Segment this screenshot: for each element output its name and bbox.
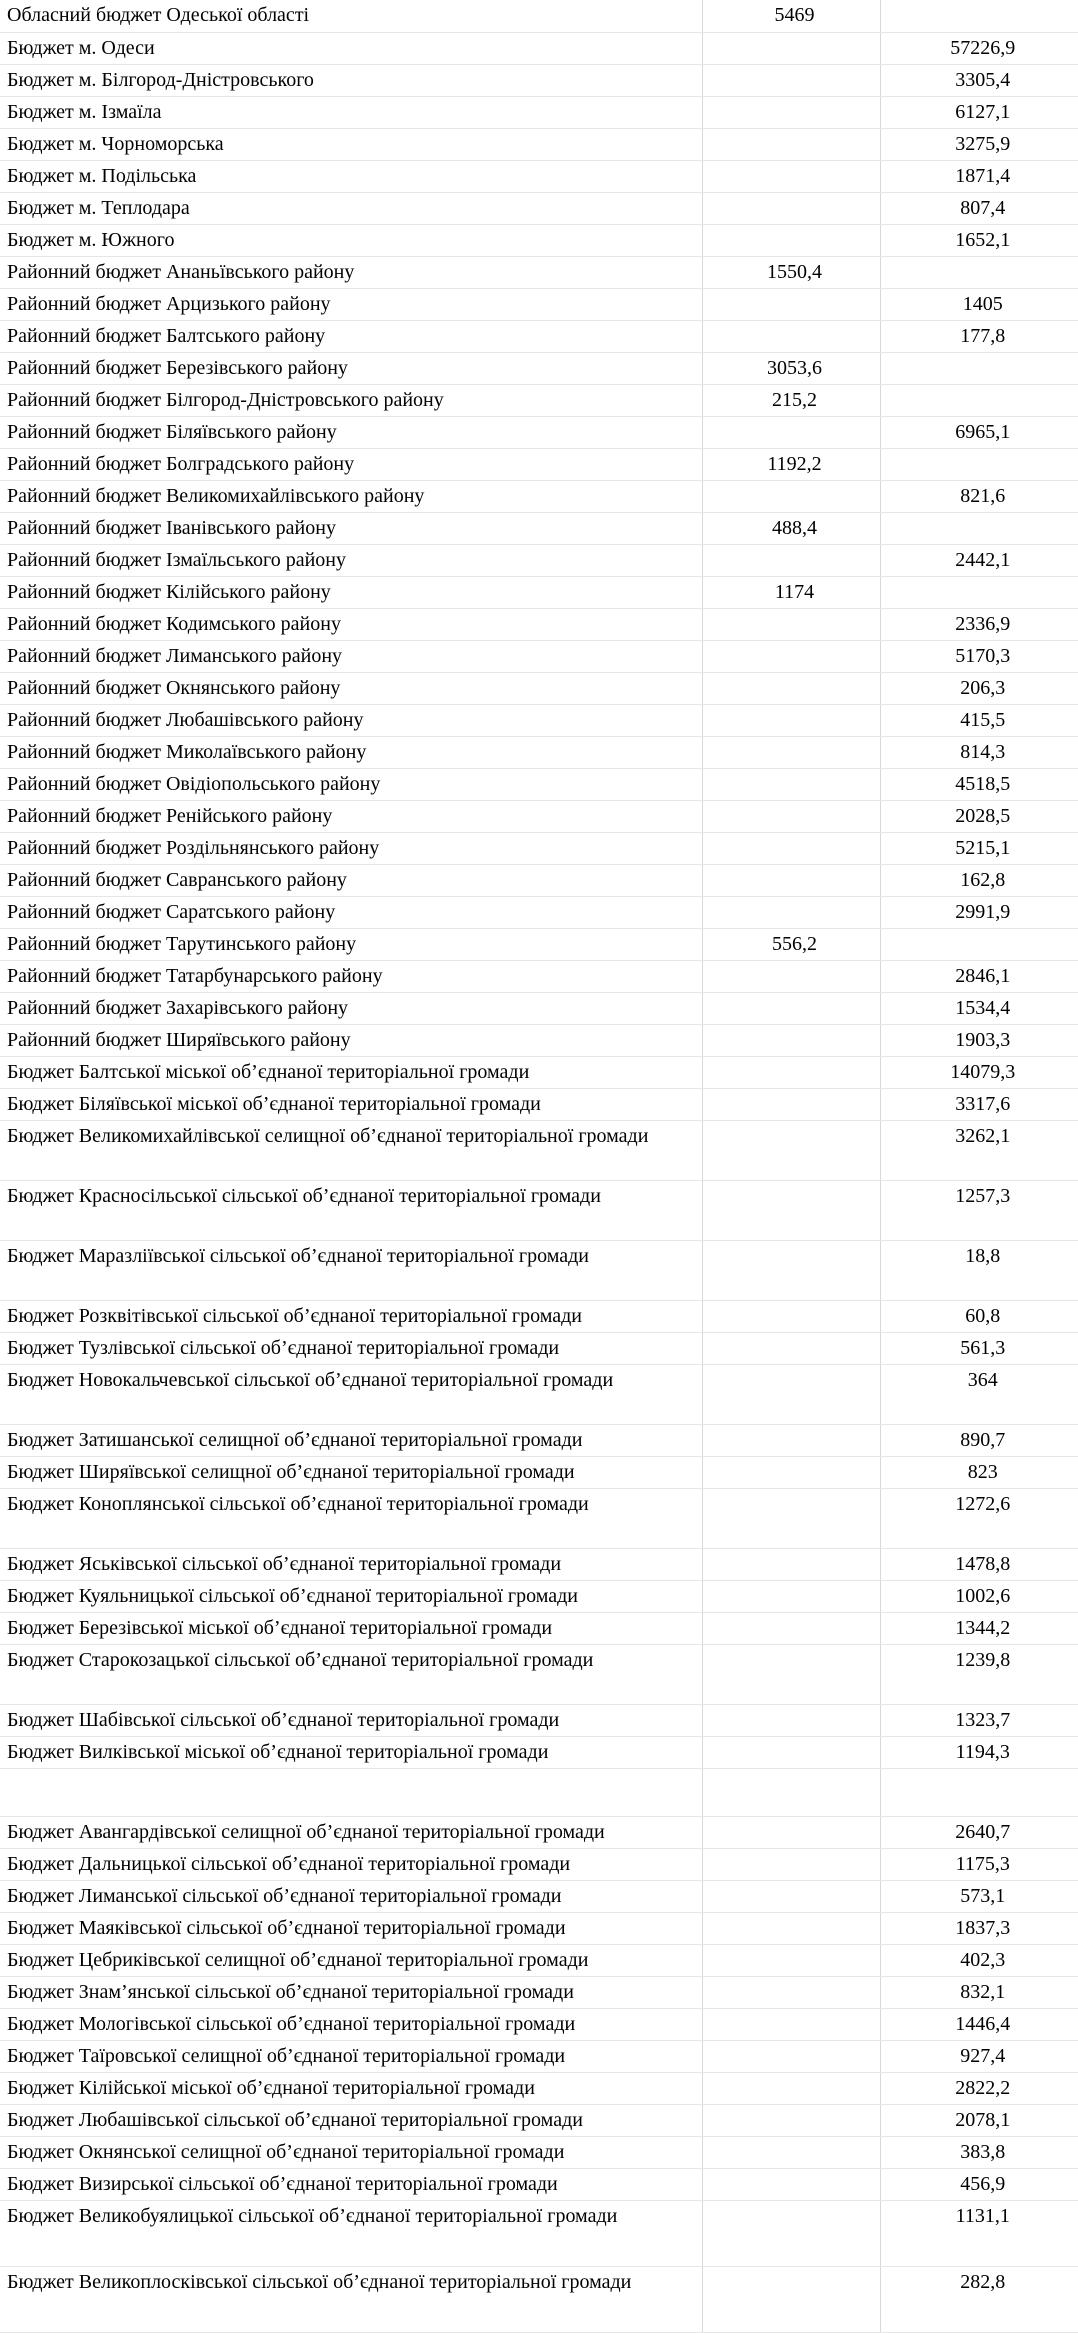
amount-column-2-cell: 1194,3 <box>880 1736 1078 1768</box>
amount-column-2-cell: 364 <box>880 1364 1078 1424</box>
amount-column-2-cell: 5170,3 <box>880 640 1078 672</box>
table-row <box>0 480 1078 512</box>
amount-column-1-cell <box>702 160 880 192</box>
budget-name-cell: Районний бюджет Роздільнянського району <box>0 832 702 864</box>
amount-column-1-cell <box>702 32 880 64</box>
amount-column-2-cell: 814,3 <box>880 736 1078 768</box>
table-row <box>0 1488 1078 1548</box>
table-row <box>0 1644 1078 1704</box>
amount-column-1-cell <box>702 1120 880 1180</box>
budget-name-cell: Бюджет Знам’янської сільської об’єднаної територіальної громади <box>0 1976 702 2008</box>
table-row <box>0 384 1078 416</box>
budget-name-cell: Районний бюджет Тарутинського району <box>0 928 702 960</box>
amount-column-2-cell: 2442,1 <box>880 544 1078 576</box>
budget-name-cell: Бюджет Біляївської міської об’єднаної територіальної громади <box>0 1088 702 1120</box>
amount-column-1-cell <box>702 1240 880 1300</box>
amount-column-2-cell: 573,1 <box>880 1880 1078 1912</box>
amount-column-2-cell: 807,4 <box>880 192 1078 224</box>
amount-column-1-cell <box>702 992 880 1024</box>
table-row <box>0 1240 1078 1300</box>
budget-name-cell: Бюджет Кілійської міської об’єднаної територіальної громади <box>0 2072 702 2104</box>
amount-column-1-cell <box>702 416 880 448</box>
budget-name-cell: Районний бюджет Татарбунарського району <box>0 960 702 992</box>
amount-column-2-cell: 927,4 <box>880 2040 1078 2072</box>
amount-column-1-cell <box>702 672 880 704</box>
table-row <box>0 608 1078 640</box>
table-row <box>0 160 1078 192</box>
amount-column-1-cell <box>702 192 880 224</box>
table-row <box>0 832 1078 864</box>
budget-name-cell: Районний бюджет Березівського району <box>0 352 702 384</box>
table-row <box>0 1120 1078 1180</box>
amount-column-2-cell: 18,8 <box>880 1240 1078 1300</box>
amount-column-2-cell <box>880 352 1078 384</box>
budget-name-cell: Районний бюджет Захарівського району <box>0 992 702 1024</box>
amount-column-2-cell: 832,1 <box>880 1976 1078 2008</box>
table-row <box>0 704 1078 736</box>
budget-name-cell: Бюджет Окнянської селищної об’єднаної територіальної громади <box>0 2136 702 2168</box>
amount-column-2-cell: 1002,6 <box>880 1580 1078 1612</box>
amount-column-2-cell: 415,5 <box>880 704 1078 736</box>
budget-name-cell: Районний бюджет Великомихайлівського району <box>0 480 702 512</box>
amount-column-2-cell: 14079,3 <box>880 1056 1078 1088</box>
amount-column-2-cell: 402,3 <box>880 1944 1078 1976</box>
table-row <box>0 0 1078 32</box>
amount-column-1-cell <box>702 1024 880 1056</box>
table-row <box>0 1024 1078 1056</box>
table-row <box>0 864 1078 896</box>
amount-column-1-cell <box>702 2104 880 2136</box>
budget-name-cell <box>0 1768 702 1816</box>
table-row <box>0 1704 1078 1736</box>
budget-name-cell: Бюджет Великобуялицької сільської об’єднаної територіальної громади <box>0 2200 702 2266</box>
amount-column-1-cell <box>702 608 880 640</box>
table-row <box>0 1548 1078 1580</box>
budget-name-cell: Бюджет Таїровської селищної об’єднаної територіальної громади <box>0 2040 702 2072</box>
amount-column-1-cell <box>702 2168 880 2200</box>
budget-name-cell: Бюджет Лиманської сільської об’єднаної територіальної громади <box>0 1880 702 1912</box>
budget-name-cell: Районний бюджет Савранського району <box>0 864 702 896</box>
budget-name-cell: Бюджет м. Білгород-Дністровського <box>0 64 702 96</box>
budget-name-cell: Районний бюджет Біляївського району <box>0 416 702 448</box>
amount-column-1-cell: 1550,4 <box>702 256 880 288</box>
amount-column-1-cell <box>702 864 880 896</box>
amount-column-1-cell <box>702 896 880 928</box>
amount-column-2-cell: 1446,4 <box>880 2008 1078 2040</box>
amount-column-2-cell: 2822,2 <box>880 2072 1078 2104</box>
amount-column-2-cell: 1131,1 <box>880 2200 1078 2266</box>
amount-column-2-cell: 1323,7 <box>880 1704 1078 1736</box>
amount-column-1-cell <box>702 544 880 576</box>
budget-name-cell: Районний бюджет Ананьївського району <box>0 256 702 288</box>
amount-column-1-cell <box>702 480 880 512</box>
table-row <box>0 1912 1078 1944</box>
amount-column-2-cell <box>880 256 1078 288</box>
amount-column-2-cell: 3275,9 <box>880 128 1078 160</box>
amount-column-1-cell <box>702 1768 880 1816</box>
amount-column-2-cell: 890,7 <box>880 1424 1078 1456</box>
amount-column-2-cell: 1272,6 <box>880 1488 1078 1548</box>
budget-name-cell: Бюджет Любашівської сільської об’єднаної територіальної громади <box>0 2104 702 2136</box>
amount-column-1-cell <box>702 736 880 768</box>
table-row <box>0 1768 1078 1816</box>
amount-column-1-cell <box>702 960 880 992</box>
amount-column-2-cell <box>880 448 1078 480</box>
amount-column-2-cell: 2028,5 <box>880 800 1078 832</box>
budget-name-cell: Районний бюджет Ренійського району <box>0 800 702 832</box>
amount-column-1-cell <box>702 2136 880 2168</box>
amount-column-1-cell <box>702 224 880 256</box>
table-row <box>0 512 1078 544</box>
table-row <box>0 1056 1078 1088</box>
amount-column-1-cell <box>702 704 880 736</box>
table-row <box>0 1736 1078 1768</box>
table-row <box>0 1300 1078 1332</box>
budget-name-cell: Бюджет Коноплянської сільської об’єднаної територіальної громади <box>0 1488 702 1548</box>
table-row <box>0 2104 1078 2136</box>
amount-column-2-cell: 1652,1 <box>880 224 1078 256</box>
amount-column-2-cell: 177,8 <box>880 320 1078 352</box>
amount-column-1-cell <box>702 1548 880 1580</box>
table-row <box>0 2168 1078 2200</box>
budget-name-cell: Районний бюджет Окнянського району <box>0 672 702 704</box>
table-row <box>0 1364 1078 1424</box>
amount-column-1-cell: 3053,6 <box>702 352 880 384</box>
budget-name-cell: Бюджет Тузлівської сільської об’єднаної територіальної громади <box>0 1332 702 1364</box>
budget-name-cell: Районний бюджет Саратського району <box>0 896 702 928</box>
budget-name-cell: Бюджет Красносільської сільської об’єднаної територіальної громади <box>0 1180 702 1240</box>
table-row <box>0 640 1078 672</box>
budget-name-cell: Бюджет Шабівської сільської об’єднаної територіальної громади <box>0 1704 702 1736</box>
amount-column-1-cell <box>702 288 880 320</box>
table-row <box>0 288 1078 320</box>
budget-name-cell: Районний бюджет Балтського району <box>0 320 702 352</box>
table-row <box>0 1976 1078 2008</box>
amount-column-2-cell: 2846,1 <box>880 960 1078 992</box>
budget-name-cell: Бюджет Розквітівської сільської об’єднаної територіальної громади <box>0 1300 702 1332</box>
budget-name-cell: Районний бюджет Іванівського району <box>0 512 702 544</box>
table-row <box>0 544 1078 576</box>
table-row <box>0 1456 1078 1488</box>
table-row <box>0 1180 1078 1240</box>
budget-name-cell: Районний бюджет Овідіопольського району <box>0 768 702 800</box>
amount-column-2-cell <box>880 512 1078 544</box>
amount-column-2-cell: 3262,1 <box>880 1120 1078 1180</box>
budget-name-cell: Бюджет м. Подільська <box>0 160 702 192</box>
amount-column-1-cell: 1174 <box>702 576 880 608</box>
amount-column-2-cell <box>880 576 1078 608</box>
budget-name-cell: Бюджет Вилківської міської об’єднаної територіальної громади <box>0 1736 702 1768</box>
amount-column-2-cell: 206,3 <box>880 672 1078 704</box>
amount-column-2-cell: 561,3 <box>880 1332 1078 1364</box>
amount-column-2-cell: 4518,5 <box>880 768 1078 800</box>
table-row <box>0 64 1078 96</box>
amount-column-2-cell: 1534,4 <box>880 992 1078 1024</box>
budget-name-cell: Бюджет Маразліївської сільської об’єднаної територіальної громади <box>0 1240 702 1300</box>
table-row <box>0 1088 1078 1120</box>
amount-column-2-cell: 823 <box>880 1456 1078 1488</box>
amount-column-1-cell <box>702 1704 880 1736</box>
amount-column-1-cell <box>702 1912 880 1944</box>
amount-column-2-cell: 162,8 <box>880 864 1078 896</box>
budget-name-cell: Районний бюджет Кілійського району <box>0 576 702 608</box>
amount-column-2-cell <box>880 928 1078 960</box>
budget-name-cell: Бюджет Березівської міської об’єднаної територіальної громади <box>0 1612 702 1644</box>
budget-name-cell: Районний бюджет Арцизького району <box>0 288 702 320</box>
table-row <box>0 800 1078 832</box>
amount-column-1-cell <box>702 1816 880 1848</box>
budget-name-cell: Районний бюджет Кодимського району <box>0 608 702 640</box>
amount-column-2-cell <box>880 1768 1078 1816</box>
amount-column-1-cell <box>702 1056 880 1088</box>
amount-column-2-cell: 1257,3 <box>880 1180 1078 1240</box>
table-row <box>0 1944 1078 1976</box>
amount-column-1-cell <box>702 800 880 832</box>
amount-column-1-cell <box>702 1364 880 1424</box>
budget-name-cell: Бюджет Куяльницької сільської об’єднаної територіальної громади <box>0 1580 702 1612</box>
amount-column-2-cell: 1837,3 <box>880 1912 1078 1944</box>
amount-column-2-cell: 1175,3 <box>880 1848 1078 1880</box>
table-row <box>0 1816 1078 1848</box>
amount-column-1-cell <box>702 768 880 800</box>
table-row <box>0 352 1078 384</box>
amount-column-1-cell <box>702 1736 880 1768</box>
amount-column-2-cell: 5215,1 <box>880 832 1078 864</box>
table-row <box>0 1612 1078 1644</box>
budget-name-cell: Бюджет Старокозацької сільської об’єднаної територіальної громади <box>0 1644 702 1704</box>
amount-column-2-cell: 282,8 <box>880 2266 1078 2332</box>
budget-name-cell: Бюджет Ширяївської селищної об’єднаної територіальної громади <box>0 1456 702 1488</box>
amount-column-1-cell <box>702 1488 880 1548</box>
table-row <box>0 416 1078 448</box>
amount-column-1-cell <box>702 2266 880 2332</box>
budget-name-cell: Бюджет м. Ізмаїла <box>0 96 702 128</box>
amount-column-1-cell <box>702 1456 880 1488</box>
budget-name-cell: Бюджет Балтської міської об’єднаної територіальної громади <box>0 1056 702 1088</box>
amount-column-2-cell: 1478,8 <box>880 1548 1078 1580</box>
table-row <box>0 2136 1078 2168</box>
amount-column-1-cell <box>702 1976 880 2008</box>
table-row <box>0 2008 1078 2040</box>
table-row <box>0 736 1078 768</box>
budget-name-cell: Бюджет Дальницької сільської об’єднаної територіальної громади <box>0 1848 702 1880</box>
table-row <box>0 928 1078 960</box>
budget-name-cell: Бюджет м. Чорноморська <box>0 128 702 160</box>
amount-column-2-cell: 57226,9 <box>880 32 1078 64</box>
budget-name-cell: Бюджет Цебриківської селищної об’єднаної територіальної громади <box>0 1944 702 1976</box>
table-row <box>0 1880 1078 1912</box>
amount-column-1-cell: 488,4 <box>702 512 880 544</box>
table-row <box>0 1424 1078 1456</box>
budget-name-cell: Районний бюджет Ізмаїльського району <box>0 544 702 576</box>
budget-name-cell: Районний бюджет Ширяївського району <box>0 1024 702 1056</box>
amount-column-2-cell: 1871,4 <box>880 160 1078 192</box>
amount-column-1-cell <box>702 1424 880 1456</box>
table-row <box>0 32 1078 64</box>
table-row <box>0 1332 1078 1364</box>
table-row <box>0 960 1078 992</box>
table-row <box>0 1848 1078 1880</box>
amount-column-1-cell <box>702 2072 880 2104</box>
budget-name-cell: Бюджет Великомихайлівської селищної об’єднаної територіальної громади <box>0 1120 702 1180</box>
amount-column-2-cell: 1405 <box>880 288 1078 320</box>
amount-column-1-cell <box>702 640 880 672</box>
amount-column-2-cell: 1344,2 <box>880 1612 1078 1644</box>
amount-column-1-cell <box>702 1180 880 1240</box>
amount-column-2-cell: 2991,9 <box>880 896 1078 928</box>
budget-name-cell: Бюджет Яськівської сільської об’єднаної територіальної громади <box>0 1548 702 1580</box>
table-row <box>0 224 1078 256</box>
table-row <box>0 896 1078 928</box>
amount-column-2-cell: 6965,1 <box>880 416 1078 448</box>
table-row <box>0 320 1078 352</box>
budget-name-cell: Бюджет Авангардівської селищної об’єднаної територіальної громади <box>0 1816 702 1848</box>
amount-column-1-cell <box>702 320 880 352</box>
amount-column-2-cell: 2078,1 <box>880 2104 1078 2136</box>
amount-column-2-cell: 60,8 <box>880 1300 1078 1332</box>
amount-column-1-cell <box>702 2200 880 2266</box>
budget-name-cell: Районний бюджет Білгород-Дністровського району <box>0 384 702 416</box>
amount-column-1-cell <box>702 64 880 96</box>
amount-column-1-cell: 1192,2 <box>702 448 880 480</box>
table-row <box>0 1580 1078 1612</box>
amount-column-2-cell: 1239,8 <box>880 1644 1078 1704</box>
amount-column-1-cell <box>702 1332 880 1364</box>
amount-column-1-cell <box>702 1300 880 1332</box>
table-row <box>0 192 1078 224</box>
budget-name-cell: Районний бюджет Миколаївського району <box>0 736 702 768</box>
table-row <box>0 576 1078 608</box>
amount-column-2-cell: 821,6 <box>880 480 1078 512</box>
table-row <box>0 256 1078 288</box>
budget-name-cell: Бюджет м. Теплодара <box>0 192 702 224</box>
budget-name-cell: Бюджет Новокальчевської сільської об’єднаної територіальної громади <box>0 1364 702 1424</box>
table-row <box>0 128 1078 160</box>
budget-name-cell: Районний бюджет Болградського району <box>0 448 702 480</box>
amount-column-1-cell <box>702 1944 880 1976</box>
budget-name-cell: Бюджет Маяківської сільської об’єднаної територіальної громади <box>0 1912 702 1944</box>
amount-column-2-cell: 6127,1 <box>880 96 1078 128</box>
amount-column-2-cell <box>880 384 1078 416</box>
budget-name-cell: Обласний бюджет Одеської області <box>0 0 702 32</box>
table-row <box>0 2040 1078 2072</box>
amount-column-2-cell <box>880 0 1078 32</box>
amount-column-2-cell: 3305,4 <box>880 64 1078 96</box>
amount-column-2-cell: 2640,7 <box>880 1816 1078 1848</box>
amount-column-2-cell: 3317,6 <box>880 1088 1078 1120</box>
budget-name-cell: Бюджет Мологівської сільської об’єднаної територіальної громади <box>0 2008 702 2040</box>
amount-column-1-cell: 215,2 <box>702 384 880 416</box>
table-row <box>0 672 1078 704</box>
table-row <box>0 992 1078 1024</box>
budget-name-cell: Бюджет м. Одеси <box>0 32 702 64</box>
budget-name-cell: Районний бюджет Любашівського району <box>0 704 702 736</box>
amount-column-2-cell: 383,8 <box>880 2136 1078 2168</box>
amount-column-1-cell <box>702 1848 880 1880</box>
budget-name-cell: Бюджет Великоплосківської сільської об’єднаної територіальної громади <box>0 2266 702 2332</box>
table-row <box>0 2072 1078 2104</box>
amount-column-1-cell <box>702 1612 880 1644</box>
amount-column-1-cell <box>702 1644 880 1704</box>
table-row <box>0 2200 1078 2266</box>
amount-column-1-cell <box>702 2040 880 2072</box>
table-row <box>0 768 1078 800</box>
amount-column-1-cell <box>702 2008 880 2040</box>
amount-column-2-cell: 456,9 <box>880 2168 1078 2200</box>
amount-column-2-cell: 2336,9 <box>880 608 1078 640</box>
budget-name-cell: Бюджет Затишанської селищної об’єднаної територіальної громади <box>0 1424 702 1456</box>
table-row <box>0 2266 1078 2332</box>
budget-name-cell: Районний бюджет Лиманського району <box>0 640 702 672</box>
amount-column-1-cell <box>702 1580 880 1612</box>
budget-name-cell: Бюджет м. Южного <box>0 224 702 256</box>
budget-name-cell: Бюджет Визирської сільської об’єднаної територіальної громади <box>0 2168 702 2200</box>
amount-column-1-cell <box>702 1088 880 1120</box>
table-row <box>0 448 1078 480</box>
amount-column-1-cell: 556,2 <box>702 928 880 960</box>
amount-column-1-cell <box>702 1880 880 1912</box>
amount-column-2-cell: 1903,3 <box>880 1024 1078 1056</box>
amount-column-1-cell <box>702 96 880 128</box>
table-row <box>0 96 1078 128</box>
amount-column-1-cell: 5469 <box>702 0 880 32</box>
amount-column-1-cell <box>702 832 880 864</box>
amount-column-1-cell <box>702 128 880 160</box>
